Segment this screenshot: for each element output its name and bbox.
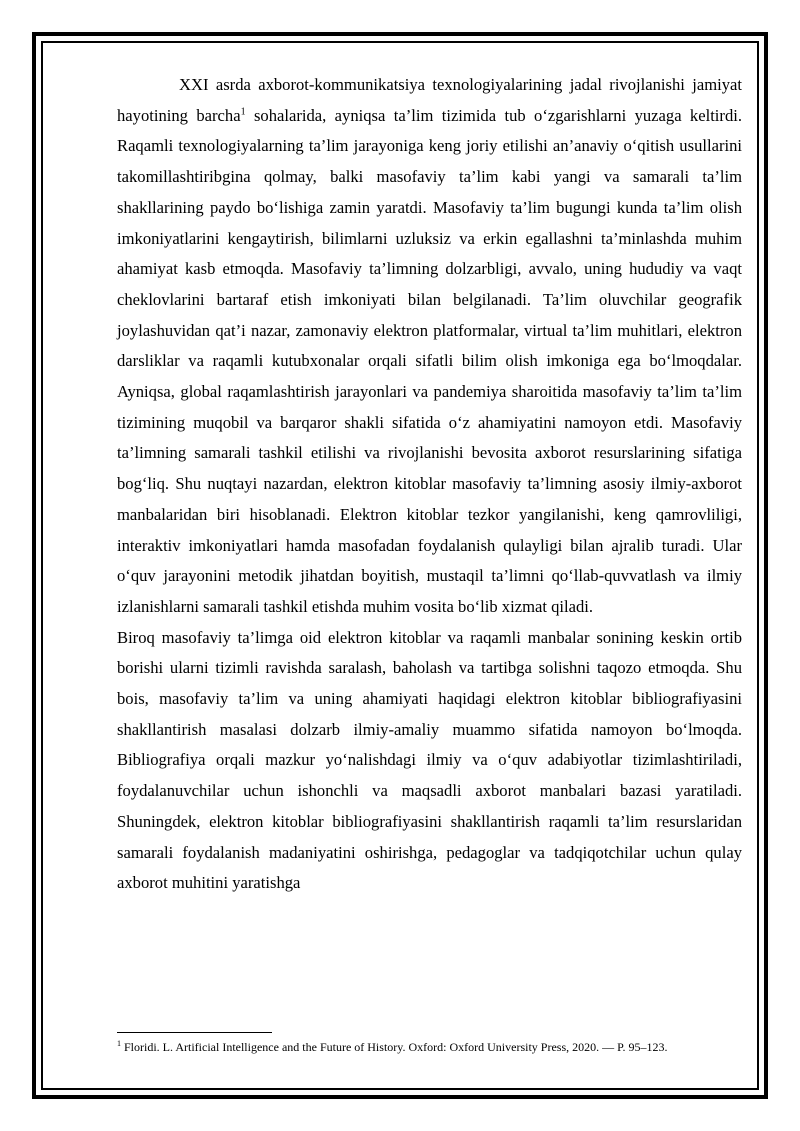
footnote	[117, 1039, 757, 1055]
footnote-text: Floridi. L. Artificial Intelligence and the Future of History. Oxford: Oxford University Press, 2020. — P. 95–123.	[121, 1040, 668, 1054]
paragraph-2: Biroq masofaviy ta’limga oid elektron kitoblar va raqamli manbalar sonining keskin ortib borishi ularni tizimli ravishda saralash, baholash va tartibga solishni taqozo etmoqda. Shu bois, masofaviy ta’lim va uning ahamiyati haqidagi elektron kitoblar bibliografiyasini shakllantirish masalasi dolzarb ilmiy-amaliy muammo sifatida namoyon bo‘lmoqda. Bibliografiya orqali mazkur yo‘nalishdagi ilmiy va o‘quv adabiyotlar tizimlashtiriladi, foydalanuvchilar uchun ishonchli va maqsadli axborot manbalari bazasi yaratiladi. Shuningdek, elektron kitoblar bibliografiyasini shakllantirish raqamli ta’lim resurslaridan samarali foydalanish madaniyatini oshirishga, pedagoglar va tadqiqotchilar uchun qulay axborot muhitini yaratishga	[117, 627, 742, 893]
paragraph-1-rest: sohalarida, ayniqsa ta’lim tizimida tub o‘zgarishlarni yuzaga keltirdi. Raqamli texnologiyalarning ta’lim jarayoniga keng joriy etilishi an’anaviy o‘qitish usullarini takomillashtiribgina qolmay, balki masofaviy ta’lim kabi yangi va samarali ta’lim shakllarining paydo bo‘lishiga zamin yaratdi. Masofaviy ta’lim bugungi kunda ta’lim olish imkoniyatlarini kengaytirish, bilimlarni uzluksiz va erkin egallashni ta’minlashda muhim ahamiyat kasb etmoqda. Masofaviy ta’limning dolzarbligi, avvalo, uning hududiy va vaqt cheklovlarini bartaraf etish imkoniyati bilan belgilanadi. Ta’lim oluvchilar geografik joylashuvidan qat’i nazar, zamonaviy elektron platformalar, virtual ta’lim muhitlari, elektron darsliklar va raqamli kutubxonalar orqali sifatli bilim olish imkoniga ega bo‘lmoqdalar. Ayniqsa, global raqamlashtirish jarayonlari va pandemiya sharoitida masofaviy ta’lim ta’lim tizimining muqobil va barqaror shakli sifatida o‘z ahamiyatini namoyon etdi. Masofaviy ta’limning samarali tashkil etilishi va rivojlanishi bevosita axborot resurslarining sifatiga bog‘liq. Shu nuqtayi nazardan, elektron kitoblar masofaviy ta’limning asosiy ilmiy-axborot manbalaridan biri hisoblanadi. Elektron kitoblar tezkor yangilanishi, keng qamrovliligi, interaktiv imkoniyatlari hamda masofadan foydalanish qulayligi bilan ajralib turadi. Ular o‘quv jarayonini metodik jihatdan boyitish, mustaqil ta’limni qo‘llab-quvvatlash va ilmiy izlanishlarni samarali tashkil etishda muhim vosita bo‘lib xizmat qiladi.	[117, 105, 743, 616]
footnote-reference: 1	[240, 106, 246, 118]
footnote-marker: 1	[117, 1039, 121, 1048]
paragraph-1	[117, 70, 742, 623]
footnote-separator	[117, 1032, 272, 1033]
paragraph-1-start: XXI asrda axborot-kommunikatsiya texnologiyalarining jadal rivojlanishi jamiyat hayotining barcha	[117, 75, 742, 125]
body-text	[117, 70, 742, 899]
